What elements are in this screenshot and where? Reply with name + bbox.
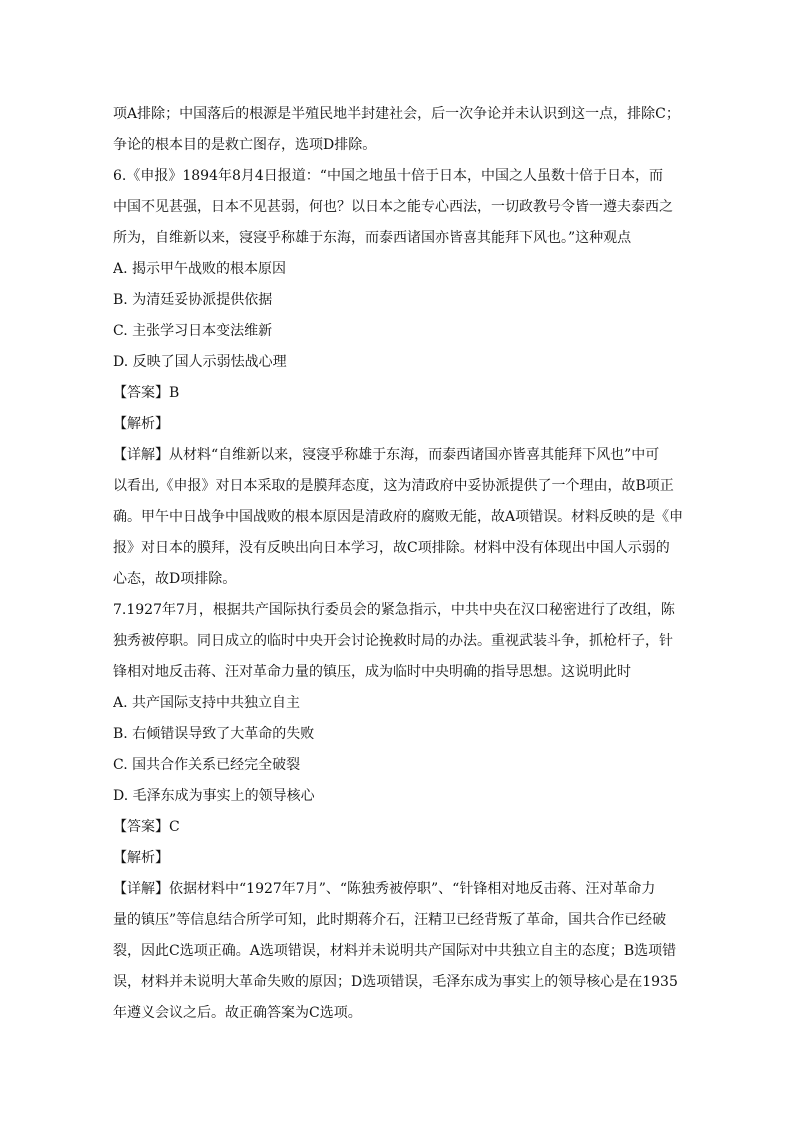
question-6-explanation: 确。甲午中日战争中国战败的根本原因是清政府的腐败无能，故A项错误。材料反映的是《申 — [113, 509, 683, 525]
text-line: 项A排除；中国落后的根源是半殖民地半封建社会，后一次争论并未认识到这一点，排除C； — [113, 106, 680, 122]
question-7-explanation: 量的镇压”等信息结合所学可知，此时期蒋介石，汪精卫已经背叛了革命，国共合作已经破 — [113, 912, 667, 928]
question-7-option-c: C. 国共合作关系已经完全破裂 — [113, 757, 301, 773]
question-6-stem: 所为，自维新以来，寖寖乎称雄于东海，而泰西诸国亦皆喜其能拜下风也。”这种观点 — [113, 230, 632, 246]
question-6-stem: 6.《申报》1894年8月4日报道：“中国之地虽十倍于日本，中国之人虽数十倍于日本，而 — [113, 168, 663, 184]
question-7-explanation: 误，材料并未说明大革命失败的原因；D选项错误，毛泽东成为事实上的领导核心是在1935 — [113, 974, 678, 990]
question-7-stem: 独秀被停职。同日成立的临时中央开会讨论挽救时局的办法。重视武装斗争，抓枪杆子，针 — [113, 633, 673, 649]
question-7-option-a: A. 共产国际支持中共独立自主 — [113, 695, 301, 711]
question-6-answer: 【答案】B — [113, 385, 180, 401]
text-line: 争论的根本目的是救亡图存，选项D排除。 — [113, 137, 377, 153]
question-6-stem: 中国不见甚强，日本不见甚弱，何也？以日本之能专心西法，一切政教号令皆一遵夫泰西之 — [113, 199, 673, 215]
question-7-option-d: D. 毛泽东成为事实上的领导核心 — [113, 788, 315, 804]
question-6-explanation: 心态，故D项排除。 — [113, 571, 237, 587]
question-7-stem: 7.1927年7月，根据共产国际执行委员会的紧急指示，中共中央在汉口秘密进行了改组，陈 — [113, 602, 675, 618]
question-7-explanation: 年遵义会议之后。故正确答案为C选项。 — [113, 1005, 362, 1021]
question-7-explanation: 【详解】依据材料中“1927年7月”、“陈独秀被停职”、“针锋相对地反击蒋、汪对革命力 — [113, 881, 656, 897]
question-7-explanation: 裂，因此C选项正确。A选项错误，材料并未说明共产国际对中共独立自主的态度；B选项错 — [113, 943, 677, 959]
question-6-explanation: 以看出,《申报》对日本采取的是膜拜态度，这为清政府中妥协派提供了一个理由，故B项正 — [113, 478, 674, 494]
question-6-explanation: 【详解】从材料“自维新以来，寖寖乎称雄于东海，而泰西诸国亦皆喜其能拜下风也”中可 — [113, 447, 660, 463]
question-6-option-c: C. 主张学习日本变法维新 — [113, 323, 273, 339]
question-7-option-b: B. 右倾错误导致了大革命的失败 — [113, 726, 315, 742]
question-6-option-a: A. 揭示甲午战败的根本原因 — [113, 261, 287, 277]
question-7-answer: 【答案】C — [113, 819, 180, 835]
question-6-option-d: D. 反映了国人示弱怯战心理 — [113, 354, 287, 370]
question-6-option-b: B. 为清廷妥协派提供依据 — [113, 292, 273, 308]
question-7-analysis-heading: 【解析】 — [113, 850, 169, 866]
document-body — [113, 99, 683, 1029]
question-7-stem: 锋相对地反击蒋、汪对革命力量的镇压，成为临时中央明确的指导思想。这说明此时 — [113, 664, 631, 680]
question-6-explanation: 报》对日本的膜拜，没有反映出向日本学习，故C项排除。材料中没有体现出中国人示弱的 — [113, 540, 670, 556]
question-6-analysis-heading: 【解析】 — [113, 416, 169, 432]
